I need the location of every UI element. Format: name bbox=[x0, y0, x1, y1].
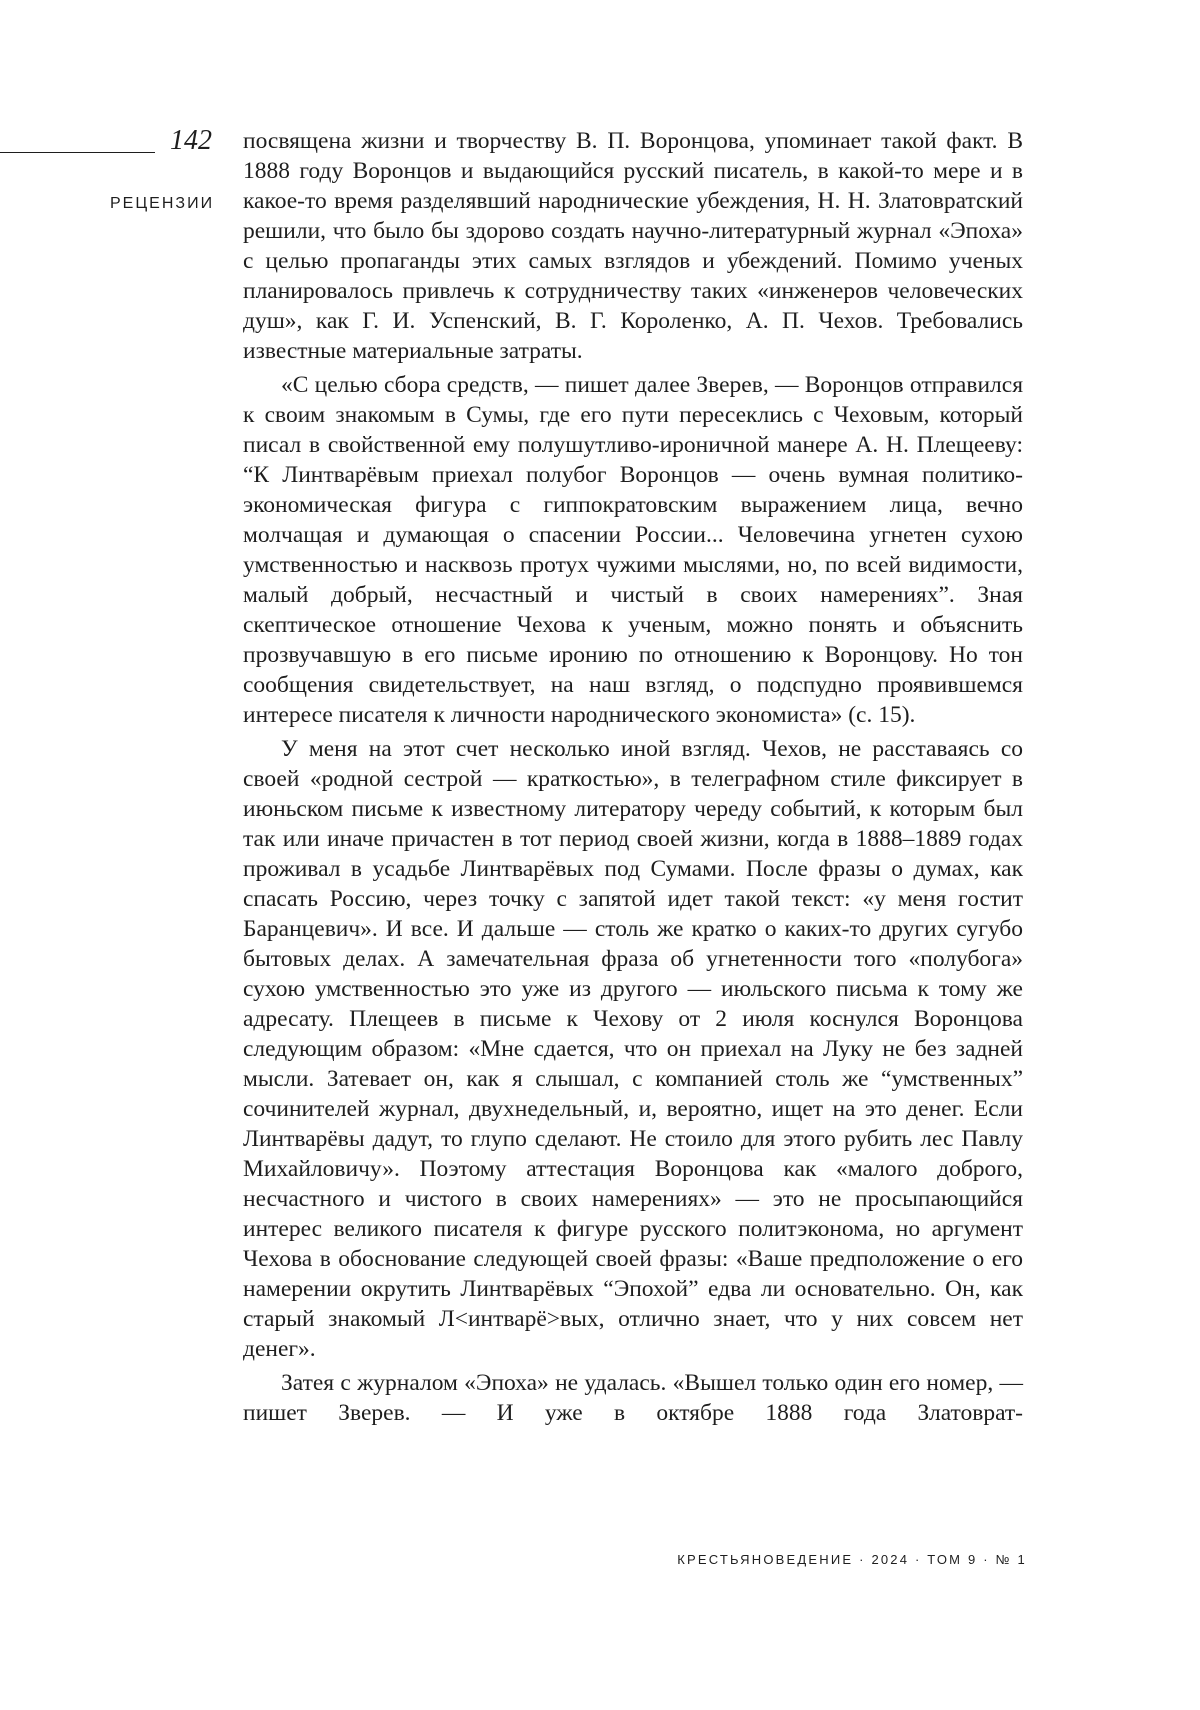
paragraph: Затея с журналом «Эпоха» не удалась. «Вышел только один его номер, — пишет Зверев. — И уже в октябре 1888 года Златоврат- bbox=[243, 1368, 1023, 1428]
paragraph: «С целью сбора средств, — пишет далее Зверев, — Воронцов отправился к своим знакомым в Сумы, где его пути пересеклись с Чеховым, который писал в свойственной ему полушутливо-ироничной манере А. Н. Плещееву: “К Линтварёвым приехал полубог Воронцов — очень вумная политико-экономическая фигура с гиппократовским выражением лица, вечно молчащая и думающая о спасении России... Человечина угнетен сухою умственностью и насквозь протух чужими мыслями, но, по всей видимости, малый добрый, несчастный и чистый в своих намерениях”. Зная скептическое отношение Чехова к ученым, можно понять и объяснить прозвучавшую в его письме иронию по отношению к Воронцову. Но тон сообщения свидетельствует, на наш взгляд, о подспудно проявившемся интересе писателя к личности народнического экономиста» (с. 15). bbox=[243, 370, 1023, 730]
running-footer: КРЕСТЬЯНОВЕДЕНИЕ · 2024 · ТОМ 9 · № 1 bbox=[677, 1552, 1027, 1568]
section-label: РЕЦЕНЗИИ bbox=[110, 194, 214, 214]
page-number: 142 bbox=[160, 124, 212, 158]
article-body bbox=[243, 126, 1023, 1428]
paragraph: У меня на этот счет несколько иной взгляд. Чехов, не расставаясь со своей «родной сестрой — краткостью», в телеграфном стиле фиксирует в июньском письме к известному литератору череду событий, к которым был так или иначе причастен в тот период своей жизни, когда в 1888–1889 годах проживал в усадьбе Линтварёвых под Сумами. После фразы о думах, как спасать Россию, через точку с запятой идет такой текст: «у меня гостит Баранцевич». И все. И дальше — столь же кратко о каких-то других сугубо бытовых делах. А замечательная фраза об угнетенности того «полубога» сухою умственностью это уже из другого — июльского письма к тому же адресату. Плещеев в письме к Чехову от 2 июля коснулся Воронцова следующим образом: «Мне сдается, что он приехал на Луку не без задней мысли. Затевает он, как я слышал, с компанией столь же “умственных” сочинителей журнал, двухнедельный, и, вероятно, ищет на это денег. Если Линтварёвы дадут, то глупо сделают. Не стоило для этого рубить лес Павлу Михайловичу». Поэтому аттестация Воронцова как «малого доброго, несчастного и чистого в своих намерениях» — это не просыпающийся интерес великого писателя к фигуре русского политэконома, но аргумент Чехова в обоснование следующей своей фразы: «Ваше предположение о его намерении окрутить Линтварёвых “Эпохой” едва ли основательно. Он, как старый знакомый Л<интварё>вых, отлично знает, что у них совсем нет денег». bbox=[243, 734, 1023, 1364]
paragraph: посвящена жизни и творчеству В. П. Воронцова, упоминает такой факт. В 1888 году Воронцов и выдающийся русский писатель, в какой-то мере и в какое-то время разделявший народнические убеждения, Н. Н. Златовратский решили, что было бы здорово создать научно-литературный журнал «Эпоха» с целью пропаганды этих самых взглядов и убеждений. Помимо ученых планировалось привлечь к сотрудничеству таких «инженеров человеческих душ», как Г. И. Успенский, В. Г. Короленко, А. П. Чехов. Требовались известные материальные затраты. bbox=[243, 126, 1023, 366]
margin-rule bbox=[0, 152, 155, 153]
